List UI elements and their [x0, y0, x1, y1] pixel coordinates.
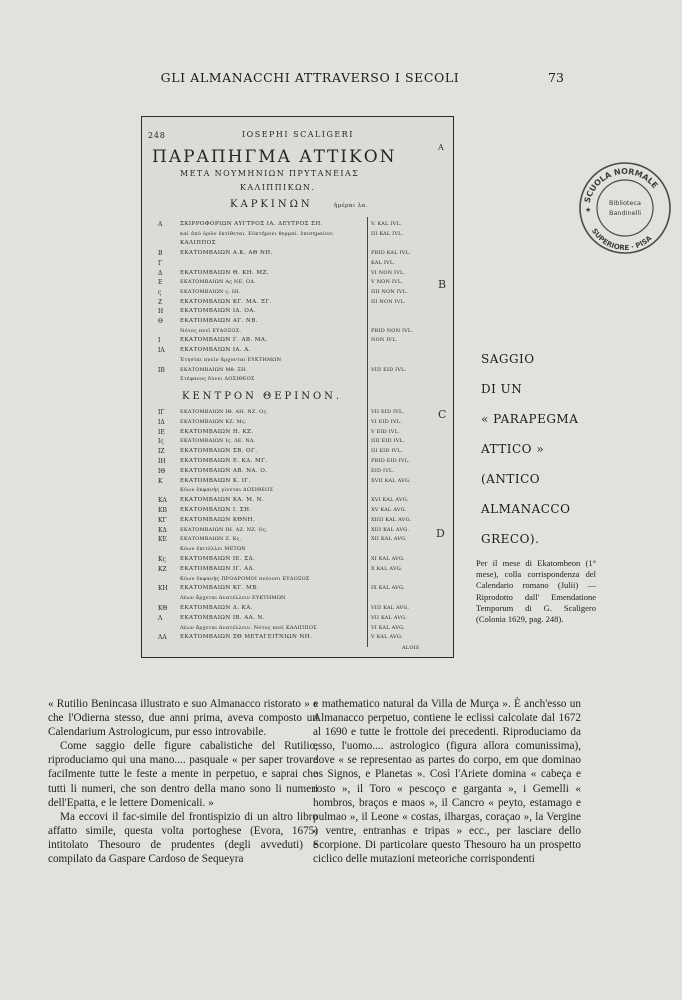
plate-row-roman-date: PRID EID IVL. — [371, 458, 411, 464]
plate-title: ΠΑΡΑΠΗΓΜΑ ΑΤΤΙΚΟΝ — [152, 147, 397, 167]
plate-row-number: ΙΑ — [158, 347, 165, 355]
stamp-star-icon: ★ — [585, 206, 592, 214]
plate-row-number: ΚΔ — [158, 526, 167, 534]
plate-row-text: ΕΚΑΤΟΜΒΑΙΩΝ Ε. ΚΔ. ΜΓ. — [180, 458, 268, 464]
plate-row-text: ΕΚΑΤΟΜΒΑΙΩΝ ΚΑ. Μ. Ν. — [180, 497, 265, 504]
body-paragraph: « mathematico natural da Villa de Murça ». È anch'esso un Almanacco perpetuo, contiene le eclissi calcolate dal 1672 al 1690 e tutte le frottole dei precedenti. Riproduciamo da esso, l'uomo.... astrologico (figura allora comunissima), dove « se representao as partes do corpo, em que dominao os Signos, e Planetas ». Così l'Ariete domina « cabeça e rosto », il Toro « pescoço e garganta », i Gemelli « hombros, braços e maos », il Cancro « peyto, estamago e pulmao », il Leone « costas, ilhargas, coraçao », la Vergine « ventre, entranhas e tripas » ecc., per lasciare dello Scorpione. Di particolare questo Thesouro ha un prospetto ciclico delle mutazioni meteoriche corrispondenti — [313, 698, 581, 866]
body-paragraph: « Rutilio Benincasa illustrato e suo Almanacco ristorato » e che l'Odierna stesso, due anni prima, aveva composto un Calendarium Astrologicum, pur esso introvabile. — [48, 698, 318, 739]
library-stamp — [577, 160, 673, 256]
plate-row-text: Λέων ἄρχεται ἀνατέλλειν ΕΥΚΤΗΜΩΝ — [180, 595, 286, 602]
plate-row-number: ΚΖ — [158, 565, 167, 573]
plate-corner-number: 248 — [148, 131, 166, 140]
stamp-top-text: SCUOLA NORMALE — [582, 166, 660, 204]
plate-row-number: ΙΒ — [158, 366, 165, 374]
caption-line: ATTICO » — [481, 442, 545, 456]
stamp-inner-line-1: Biblioteca — [608, 199, 642, 207]
plate-row-roman-date: PRID KAL IVL. — [371, 250, 411, 257]
plate-row-number: Θ — [158, 318, 163, 325]
plate-row-text: ΕΚΑΤΟΜΒΑΙΩΝ ΑΒ. ΝΑ. Ο. — [180, 467, 268, 474]
plate-row-text: Νότος πνεῖ ΕΥΔΟΞΟΣ. — [180, 327, 242, 334]
plate-section-kentron: ΚΕΝΤΡΟΝ ΘΕΡΙΝΟΝ. — [182, 391, 343, 402]
plate-row-number: Γ — [158, 259, 163, 267]
plate-row-text: Κύων ἐκφανὴς ΠΡΟΔΡΟΜΟΙ πνέουσι ΕΥΔΟΞΟΣ — [180, 575, 310, 582]
plate-row-text: Στέφανος δύνει ΔΟΣΙΘΕΟΣ — [180, 376, 255, 383]
plate-row-text: ΕΚΑΤΟΜΒΑΙΩΝ Ις. ΛΕ. ΝΔ. — [180, 438, 256, 445]
plate-row-number: ΚΓ — [158, 516, 167, 524]
plate-row-number: Ις — [158, 438, 164, 446]
plate-row-number: B — [158, 250, 163, 258]
plate-row-text: ΕΚΑΤΟΜΒΑΙΩΝ ΙΔ. ΟΑ. — [180, 308, 256, 315]
plate-divider-line — [367, 217, 368, 647]
plate-row-text: ΕΚΑΤΟΜΒΑΙΩΝ ΙΕ. ΣΔ. — [180, 556, 256, 562]
plate-row-number: Ζ — [158, 298, 163, 306]
running-header: GLI ALMANACCHI ATTRAVERSO I SECOLI — [160, 70, 460, 85]
plate-row-text: ΚΑΛΙΠΠΟΣ — [180, 240, 216, 247]
plate-marker-d: D — [436, 527, 445, 540]
plate-row-roman-date: XV KAL AVG. — [371, 507, 407, 513]
plate-row-roman-date: VII KAL AVG. — [371, 614, 407, 621]
plate-row-roman-date: XI KAL AVG. — [371, 556, 405, 562]
plate-row-text: καὶ ἀπὸ ὁρῶν ἐκτίθεται. Εὐκτήμονι θερμαί. ἐπισημαίνει — [180, 230, 334, 237]
caption-line: DI UN — [481, 382, 523, 396]
plate-row-roman-date: VIII KAL AVG. — [371, 605, 410, 611]
plate-row-text: ΕΚΑΤΟΜΒΑΙΩΝ ΙΓ. ΑΔ. — [180, 565, 256, 572]
plate-row-number: ΙΗ — [158, 458, 166, 465]
plate-row-roman-date: IIII EID IVL. — [371, 438, 405, 445]
plate-row-text: ΕΚΑΤΟΜΒΑΙΩΝ Η. ΚΖ. — [180, 428, 254, 435]
plate-row-text: ΕΚΑΤΟΜΒΑΙΩΝ Ζ. Κς. — [180, 536, 242, 543]
plate-row-roman-date: PRID NON IVL. — [371, 327, 414, 334]
plate-row-text: ΣΚΙΡΡΟΦΟΡΙΩΝ ΑΥΓΤΡΟΣ ΙΑ. ΔΕΥΤΡΟΣ ΣΗ. — [180, 221, 323, 227]
plate-author: IOSEPHI SCALIGERI — [242, 130, 354, 139]
plate-row-number: ΛΑ — [158, 634, 167, 642]
plate-row-text: ΕΚΑΤΟΜΒΑΙΩΝ ΙΑ. Α. — [180, 347, 251, 354]
plate-marker-c: C — [438, 408, 447, 421]
plate-row-text: ΕΚΑΤΟΜΒΑΙΩΝ Ι. ΣΗ. — [180, 507, 252, 513]
plate-row-text: ΕΚΑΤΟΜΒΑΙΩΝ Κ. ΙΓ. — [180, 477, 251, 484]
plate-row-roman-date: VI EID IVL. — [371, 418, 403, 425]
plate-subtitle-2: ΚΑΛΙΠΠΙΚΩΝ. — [240, 183, 316, 192]
plate-row-number: A — [158, 221, 163, 228]
body-paragraph: Come saggio delle figure cabalistiche del Rutilio, riproduciamo qui una mano.... pasquale « per saper trovare facilmente tutte le feste a mente in perpetuo, e saprai che tutti li numeri, che son dentro della mano sono li numeri dell'Epatta, e le lettere Domenicali. » — [48, 740, 318, 809]
plate-row-roman-date: V. KAL IVL. — [371, 221, 402, 227]
plate-row-roman-date: V EID IVL. — [371, 428, 400, 435]
plate-row-roman-date: III NON IVL. — [371, 298, 406, 305]
plate-section-note: ἡμέραι λα. — [334, 203, 369, 209]
plate-row-roman-date: XIIII KAL AVG. — [371, 516, 412, 523]
plate-row-roman-date: III KAL IVL. — [371, 230, 404, 237]
plate-row-text: Κύων ἐκφανὴς γίνεται ΔΟΣΙΘΕΟΣ — [180, 487, 274, 494]
plate-row-text: ΕΚΑΤΟΜΒΑΙΩΝ Γ. ΑΒ. ΜΑ. — [180, 337, 268, 344]
plate-row-roman-date: III EID IVL. — [371, 448, 403, 455]
body-column-right — [313, 697, 581, 866]
plate-row-number: Η — [158, 308, 164, 316]
plate-row-text: ΕΚΑΤΟΜΒΑΙΩΝ Ας ΝΕ. ΟΔ. — [180, 279, 256, 286]
body-column-left — [48, 697, 318, 866]
caption-line: GRECO). — [481, 532, 540, 546]
plate-row-number: ΚΘ — [158, 605, 168, 612]
plate-row-number: ΙΖ — [158, 448, 165, 456]
caption-note: Per il mese di Ekatombeon (1° mese), colla corrispondenza del Calendario romano (Julii) — Riprodotto dall' Emendatione Temporum di G. Scaligero (Colonia 1629, pag. 248). — [476, 558, 596, 625]
plate-row-text: ΕΚΑΤΟΜΒΑΙΩΝ ΣΘ ΜΕΤΑΓΕΙΤΝΙΩΝ ΝΗ. — [180, 634, 313, 641]
stamp-outer-ring — [580, 163, 670, 253]
plate-row-text: ΕΚΑΤΟΜΒΑΙΩΝ ΚΘΝΗ. — [180, 516, 256, 523]
plate-row-roman-date: XII KAL AVG. — [371, 536, 407, 543]
plate-title-mark: A — [438, 143, 445, 152]
plate-row-roman-date: VIII EID IVL. — [371, 366, 407, 373]
plate-row-roman-date: V KAL AVG. — [371, 634, 403, 641]
caption-line: SAGGIO — [481, 352, 535, 366]
plate-row-roman-date: KAL IVL. — [371, 259, 396, 266]
caption-line: (ANTICO — [481, 472, 541, 486]
plate-row-text: ΕΚΑΤΟΜΒΑΙΩΝ ΚΖ. Μς. — [180, 418, 247, 425]
plate-row-roman-date: IIII NON IVL. — [371, 288, 409, 295]
plate-row-number: ΚΕ — [158, 536, 167, 544]
plate-row-number: Κς — [158, 556, 166, 563]
plate-row-number: ΚΒ — [158, 507, 167, 514]
plate-row-number: ΙΔ — [158, 418, 165, 426]
plate-row-text: ΕΚΑΤΟΜΒΑΙΩΝ ς. ΙΗ. — [180, 288, 241, 295]
plate-row-number: Ι — [158, 337, 161, 345]
plate-row-roman-date: VI NON IVL. — [371, 269, 406, 276]
plate-row-text: Ἐτησίαι πνεῖν ἄρχονται ΕΥΚΤΗΜΩΝ — [180, 356, 282, 363]
plate-row-number: ΙΘ — [158, 467, 166, 475]
body-paragraph: Ma eccovi il fac-simile del frontispizio di un altro libro affatto simile, questa volta portoghese (Evora, 1675) intitolato Thesouro de prudentes (degli avveduti) e compilato da Gaspare Cardoso de Sequeyra — [48, 810, 318, 866]
plate-row-text: ΕΚΑΤΟΜΒΑΙΩΝ ΣΒ. ΟΓ. — [180, 448, 258, 455]
caption-line: ALMANACCO — [481, 502, 571, 516]
plate-row-number: Κ — [158, 477, 163, 485]
plate-row-text: Κύων ἐπιτέλλει ΜΕΤΩΝ — [180, 546, 246, 553]
plate-row-text: Λέων ἄρχεται ἀνατέλλειν. Νότος πνεῖ ΚΑΛΙΠΠΟΣ — [180, 624, 317, 631]
plate-row-number: ΚΗ — [158, 585, 168, 593]
plate-row-number: Λ — [158, 614, 163, 622]
stamp-inner-line-2: Bandinelli — [608, 209, 642, 217]
plate-row-roman-date: EID IVL. — [371, 467, 395, 474]
stamp-bottom-text: SUPERIORE · PISA — [589, 227, 654, 253]
plate-row-text: ΕΚΑΤΟΜΒΑΙΩΝ Α.Κ. ΑΘ ΝΗ. — [180, 250, 273, 257]
plate-marker-b: B — [438, 278, 447, 291]
plate-row-text: ΕΚΑΤΟΜΒΑΙΩΝ Δ. ΚΑ. — [180, 605, 253, 611]
plate-row-number: Δ — [158, 269, 163, 277]
plate-row-roman-date: XIII KAL AVG. — [371, 526, 410, 533]
plate-row-text: ΕΚΑΤΟΜΒΑΙΩΝ Μθ. ΞΗ. — [180, 366, 248, 373]
plate-row-number: Ε — [158, 279, 163, 287]
plate-row-roman-date: NON IVL. — [371, 337, 398, 344]
plate-row-text: ΕΚΑΤΟΜΒΑΙΩΝ ΚΓ. ΜΒ. — [180, 585, 259, 592]
plate-subtitle: ΜΕΤΑ ΝΟΥΜΗΝΙΩΝ ΠΡΥΤΑΝΕΙΑΣ — [180, 169, 360, 178]
plate-row-roman-date: XVII KAL AVG. — [371, 477, 411, 484]
plate-row-text: ΕΚΑΤΟΜΒΑΙΩΝ ΙΒ. ΑΑ. Ν. — [180, 614, 266, 621]
plate-row-number: ΙΓ — [158, 409, 165, 416]
plate-section-karkinon: ΚΑΡΚΙΝΩΝ — [230, 199, 313, 210]
plate-row-number: ΙΕ — [158, 428, 165, 436]
parapegma-plate — [141, 116, 454, 658]
plate-row-text: ΕΚΑΤΟΜΒΑΙΩΝ ΑΓ. ΝΒ. — [180, 318, 258, 324]
plate-row-roman-date: X KAL AVG. — [371, 565, 403, 572]
page-number: 73 — [548, 70, 564, 85]
plate-row-roman-date: IX KAL AVG. — [371, 585, 405, 592]
plate-row-text: ΕΚΑΤΟΜΒΑΙΩΝ ΙΗ. ΑΖ. ΝΖ. Ος. — [180, 526, 268, 533]
plate-row-roman-date: VII EID IVL. — [371, 409, 405, 415]
plate-row-number: ς — [158, 288, 162, 296]
plate-footer-word: ALOIS — [402, 645, 420, 651]
caption-title — [481, 352, 631, 562]
stamp-inner-ring — [597, 180, 653, 236]
plate-row-text: ΕΚΑΤΟΜΒΑΙΩΝ ΙΘ. ΑΗ. ΝΖ. Ος. — [180, 409, 269, 415]
plate-row-roman-date: VI KAL AVG. — [371, 624, 405, 631]
caption-line: « PARAPEGMA — [481, 412, 579, 426]
plate-row-text: ΕΚΑΤΟΜΒΑΙΩΝ ΚΓ. ΜΑ. ΞΓ. — [180, 298, 272, 305]
plate-row-number: ΚΑ — [158, 497, 167, 505]
plate-row-roman-date: XVI KAL AVG. — [371, 497, 409, 504]
plate-row-roman-date: V NON IVL. — [371, 279, 404, 286]
plate-row-text: ΕΚΑΤΟΜΒΑΙΩΝ Θ. ΚΗ. ΜΖ. — [180, 269, 269, 276]
